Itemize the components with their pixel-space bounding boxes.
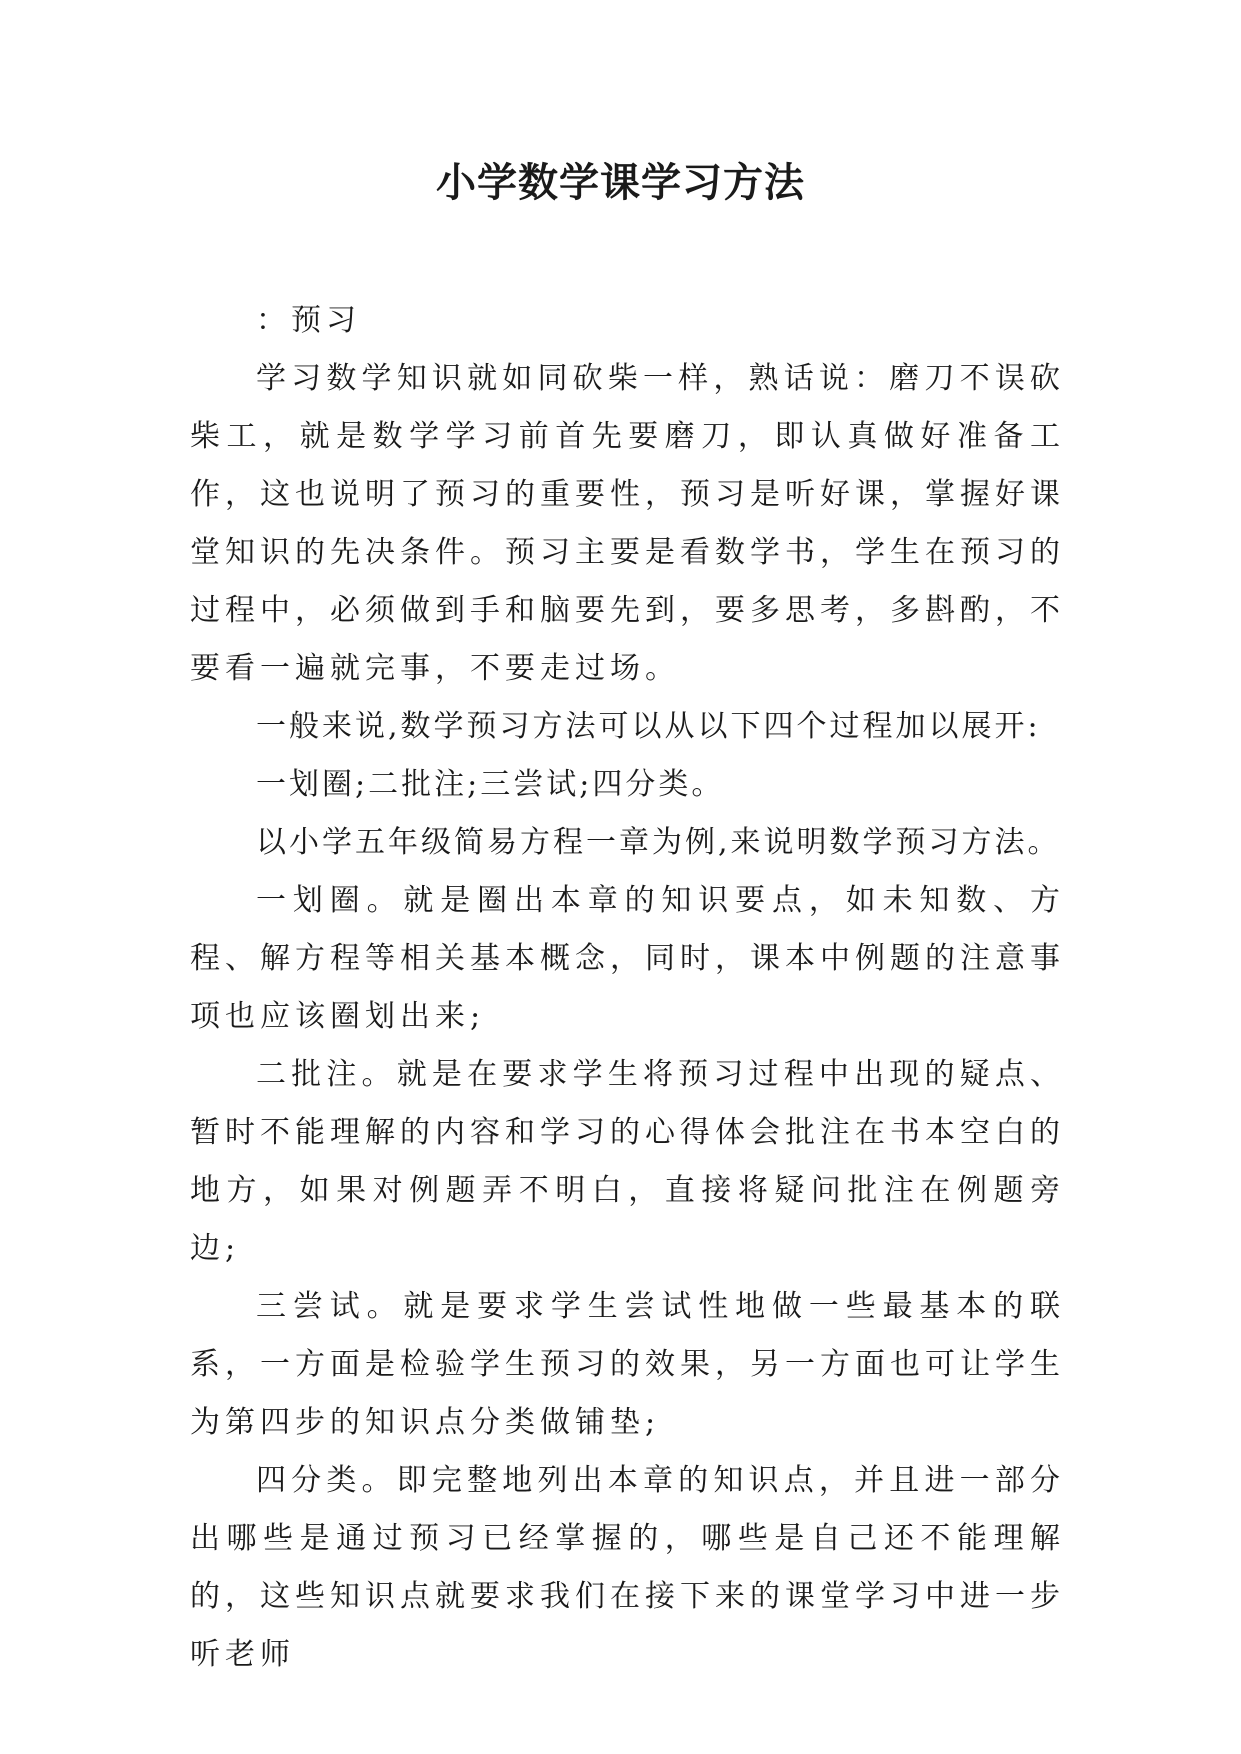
paragraph-four-steps: 一划圈;二批注;三尝试;四分类。 [256, 767, 725, 802]
paragraph-step-classify: 四分类。即完整地列出本章的知识点，并且进一部分出哪些是通过预习已经掌握的，哪些是自己还不能理解的，这些知识点就要求我们在接下来的课堂学习中进一步听老师 [190, 1463, 1065, 1672]
paragraph-example: 以小学五年级简易方程一章为例,来说明数学预习方法。 [256, 825, 1061, 860]
paragraph-heading-preview: ：预习 [256, 303, 361, 338]
paragraph-intro: 学习数学知识就如同砍柴一样，熟话说：磨刀不误砍柴工，就是数学学习前首先要磨刀，即认真做好准备工作，这也说明了预习的重要性，预习是听好课，掌握好课堂知识的先决条件。预习主要是看数学书，学生在预习的过程中，必须做到手和脑要先到，要多思考，多斟酌，不要看一遍就完事，不要走过场。 [190, 361, 1065, 686]
document-title: 小学数学课学习方法 [436, 159, 805, 206]
paragraph-step-try: 三尝试。就是要求学生尝试性地做一些最基本的联系，一方面是检验学生预习的效果，另一方面也可让学生为第四步的知识点分类做铺垫; [190, 1289, 1065, 1440]
document-body [190, 292, 1065, 1684]
paragraph-step-circle: 一划圈。就是圈出本章的知识要点，如未知数、方程、解方程等相关基本概念，同时，课本中例题的注意事项也应该圈划出来; [190, 883, 1065, 1034]
paragraph-method-overview: 一般来说,数学预习方法可以从以下四个过程加以展开: [256, 709, 1041, 744]
paragraph-step-annotate: 二批注。就是在要求学生将预习过程中出现的疑点、暂时不能理解的内容和学习的心得体会批注在书本空白的地方，如果对例题弄不明白，直接将疑问批注在例题旁边; [190, 1057, 1065, 1266]
